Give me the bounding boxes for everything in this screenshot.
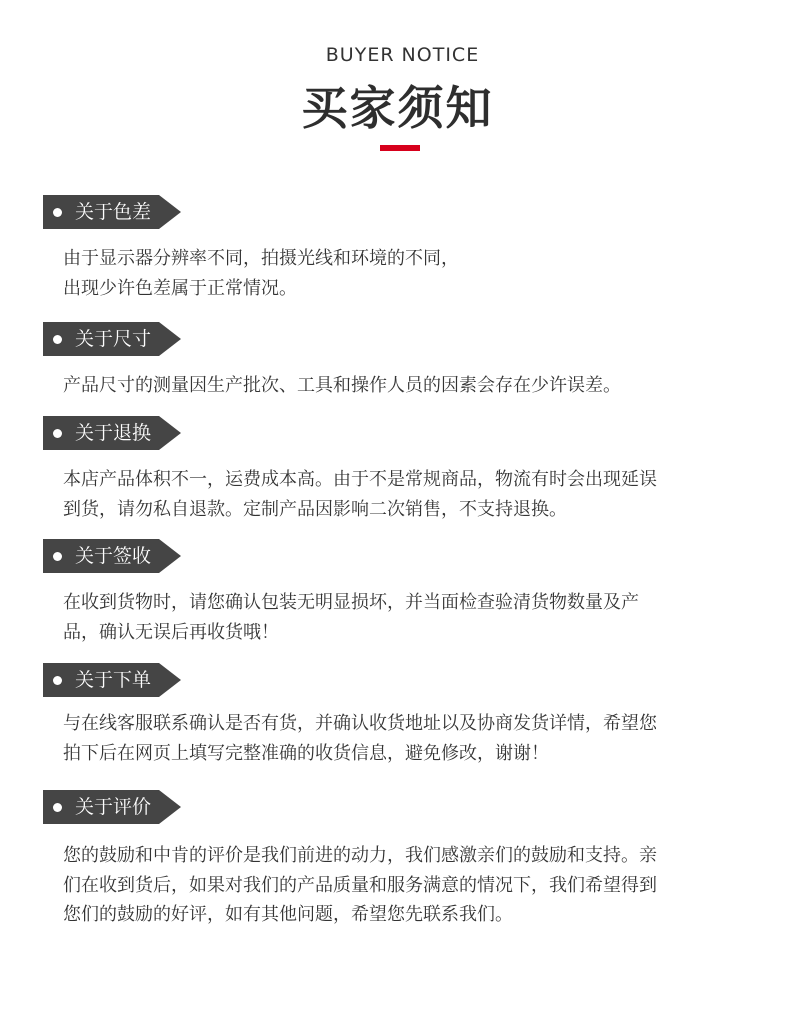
bullet-icon [53,676,62,685]
text-line: 本店产品体积不一，运费成本高。由于不是常规商品，物流有时会出现延误 [63,469,657,490]
section-tag-review [43,790,159,824]
text-line: 产品尺寸的测量因生产批次、工具和操作人员的因素会存在少许误差。 [63,375,621,396]
section-text-color [63,244,763,303]
text-line: 品，确认无误后再收货哦！ [63,621,279,643]
page-title: 买家须知 [301,81,494,135]
section-label: 关于评价 [75,796,152,818]
text-line: 拍下后在网页上填写完整准确的收货信息，避免修改，谢谢！ [63,742,549,764]
section-tag-size [43,322,159,356]
bullet-icon [53,552,62,561]
section-label: 关于下单 [75,669,152,691]
section-label: 关于退换 [75,422,152,444]
text-line: 您的鼓励和中肯的评价是我们前进的动力，我们感激亲们的鼓励和支持。亲 [63,845,657,866]
text-line: 在收到货物时，请您确认包装无明显损坏，并当面检查验清货物数量及产 [63,592,639,613]
bullet-icon [53,429,62,438]
section-tag-receipt [43,539,159,573]
section-tag-returns [43,416,159,450]
text-line: 由于显示器分辨率不同，拍摄光线和环境的不同， [63,248,459,269]
text-line: 们在收到货后，如果对我们的产品质量和服务满意的情况下，我们希望得到 [63,874,657,896]
section-tag-color [43,195,159,229]
bullet-icon [53,208,62,217]
section-text-size [63,371,763,401]
text-line: 您们的鼓励的好评，如有其他问题，希望您先联系我们。 [63,904,513,925]
text-line: 出现少许色差属于正常情况。 [63,277,297,299]
text-line: 到货，请勿私自退款。定制产品因影响二次销售，不支持退换。 [63,498,567,520]
text-line: 与在线客服联系确认是否有货，并确认收货地址以及协商发货详情，希望您 [63,713,657,734]
title-accent-bar [380,145,420,151]
header-subtitle: BUYER NOTICE [325,44,480,66]
section-text-receipt [63,588,763,647]
section-label: 关于签收 [75,545,152,567]
section-text-returns [63,465,763,524]
section-text-order [63,709,763,768]
section-text-review [63,841,763,930]
bullet-icon [53,803,62,812]
section-tag-order [43,663,159,697]
section-label: 关于尺寸 [75,328,152,350]
bullet-icon [53,335,62,344]
section-label: 关于色差 [75,201,152,223]
